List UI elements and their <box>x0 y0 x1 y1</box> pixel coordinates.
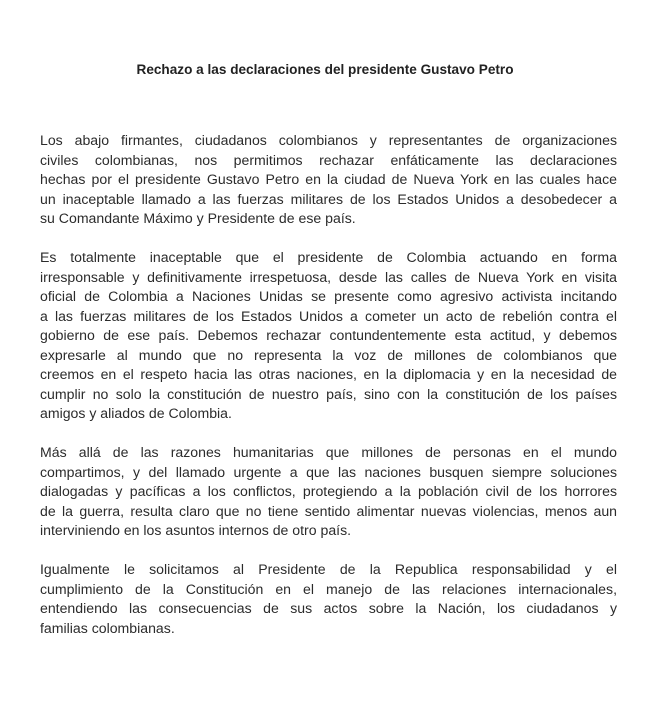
text-line: su Comandante Máximo y Presidente de ese país. <box>40 210 356 226</box>
text-line: a las fuerzas militares de los Estados Unidos a cometer un acto de rebelión contra el <box>40 307 617 324</box>
text-line: Más allá de las razones humanitarias que millones de personas en el mundo <box>40 444 617 460</box>
text-line: interviniendo en los asuntos internos de otro país. <box>40 522 352 538</box>
text-line: gobierno de ese país. Debemos rechazar contundentemente esta actitud, y debemos <box>40 327 617 343</box>
text-line: irresponsable y definitivamente irrespetuosa, desde las calles de Nueva York en visita <box>40 268 617 285</box>
text-line: Los abajo firmantes, ciudadanos colombianos y representantes de organizaciones <box>40 132 617 148</box>
text-line: Igualmente le solicitamos al Presidente de la Republica responsabilidad y el <box>40 561 617 577</box>
paragraph-1 <box>40 131 617 229</box>
text-line: cumplimiento de la Constitución en el manejo de las relaciones internacionales, <box>40 580 617 597</box>
document-body <box>40 131 617 658</box>
text-line: un inaceptable llamado a las fuerzas militares de los Estados Unidos a desobedecer a <box>40 190 617 207</box>
text-line: creemos en el respeto hacia las otras naciones, en la diplomacia y en la necesidad de <box>40 366 617 382</box>
text-line: entendiendo las consecuencias de sus actos sobre la Nación, los ciudadanos y <box>40 600 617 616</box>
paragraph-3 <box>40 443 617 541</box>
text-line: cumplir no solo la constitución de nuestro país, sino con la constitución de los países <box>40 385 617 402</box>
text-line: amigos y aliados de Colombia. <box>40 405 232 421</box>
text-line: compartimos, y del llamado urgente a que las naciones busquen siempre soluciones <box>40 463 617 480</box>
text-line: Es totalmente inaceptable que el presidente de Colombia actuando en forma <box>40 249 617 265</box>
text-line: familias colombianas. <box>40 619 175 636</box>
text-line: oficial de Colombia a Naciones Unidas se presente como agresivo activista incitando <box>40 288 617 304</box>
text-line: de la guerra, resulta claro que no tiene sentido alimentar nuevas violencias, menos aun <box>40 502 617 519</box>
document-title: Rechazo a las declaraciones del presidente Gustavo Petro <box>136 62 514 77</box>
text-line: civiles colombianas, nos permitimos rechazar enfáticamente las declaraciones <box>40 151 617 168</box>
text-line: expresarle al mundo que no representa la voz de millones de colombianos que <box>40 346 617 363</box>
text-line: hechas por el presidente Gustavo Petro en la ciudad de Nueva York en las cuales hace <box>40 171 617 187</box>
paragraph-4 <box>40 560 617 638</box>
text-line: dialogadas y pacíficas a los conflictos, protegiendo a la población civil de los horrores <box>40 483 617 499</box>
paragraph-2 <box>40 248 617 424</box>
